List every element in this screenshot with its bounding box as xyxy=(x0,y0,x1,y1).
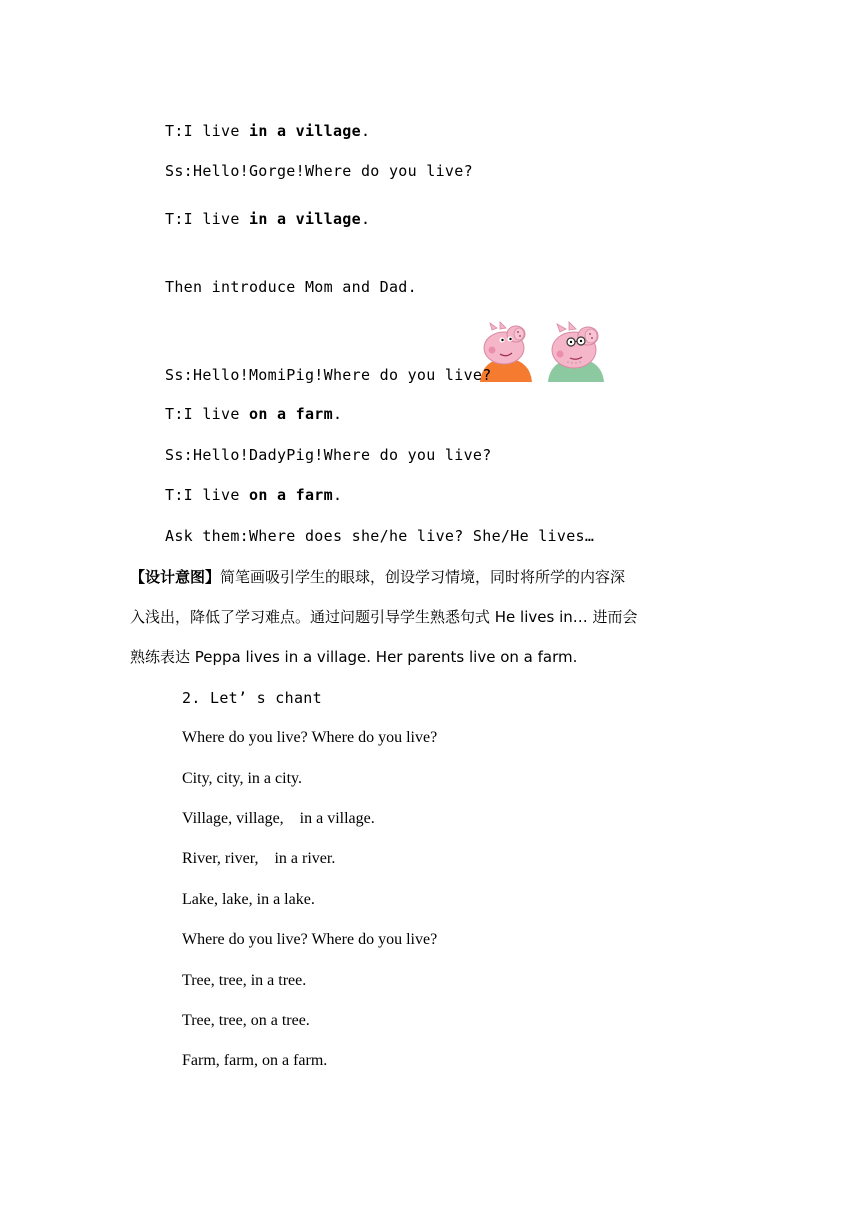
chant-line: Tree, tree, in a tree. xyxy=(182,972,307,989)
dialogue-line-1 xyxy=(165,120,370,142)
chant-line: Where do you live? Where do you live? xyxy=(182,931,438,948)
dialogue-text: . xyxy=(332,405,343,423)
daddy-pig-image xyxy=(546,320,606,382)
dialogue-text: T:I live xyxy=(165,486,249,504)
dialogue-bold-text: in a village xyxy=(248,210,361,228)
chant-line: River, river, in a river. xyxy=(182,850,336,867)
chant-line: Farm, farm, on a farm. xyxy=(182,1052,328,1069)
chant-line: Village, village, in a village. xyxy=(182,810,375,827)
design-intent-text: 简笔画吸引学生的眼球，创设学习情境，同时将所学的内容深 xyxy=(220,568,626,586)
design-intent-line-2: 入浅出，降低了学习难点。通过问题引导学生熟悉句式 He lives in… 进而会 xyxy=(130,608,638,626)
dialogue-line-6 xyxy=(165,403,342,425)
dialogue-line-4: Then introduce Mom and Dad. xyxy=(165,278,417,296)
design-intent-line-3: 熟练表达 Peppa lives in a village. Her parents live on a farm. xyxy=(130,648,578,666)
dialogue-bold-text: in a village xyxy=(248,122,361,140)
chant-line: Where do you live? Where do you live? xyxy=(182,729,438,746)
design-intent-line-1 xyxy=(130,566,625,588)
chant-line: Tree, tree, on a tree. xyxy=(182,1012,310,1029)
chant-heading: 2. Let’ s chant xyxy=(182,689,322,707)
chant-line: Lake, lake, in a lake. xyxy=(182,891,315,908)
dialogue-line-7: Ss:Hello!DadyPig!Where do you live? xyxy=(165,446,492,464)
dialogue-line-5: Ss:Hello!MomiPig!Where do you live? xyxy=(165,366,492,384)
dialogue-bold-text: on a farm xyxy=(248,405,333,423)
design-intent-tag: 【设计意图】 xyxy=(130,568,221,586)
dialogue-bold-text: on a farm xyxy=(248,486,333,504)
dialogue-line-2: Ss:Hello!Gorge!Where do you live? xyxy=(165,162,473,180)
dialogue-text: . xyxy=(360,122,371,140)
dialogue-text: T:I live xyxy=(165,210,249,228)
dialogue-text: T:I live xyxy=(165,122,249,140)
dialogue-text: . xyxy=(332,486,343,504)
dialogue-text: T:I live xyxy=(165,405,249,423)
dialogue-line-9: Ask them:Where does she/he live? She/He lives… xyxy=(165,527,595,545)
chant-line: City, city, in a city. xyxy=(182,770,302,787)
dialogue-line-8 xyxy=(165,484,342,506)
dialogue-text: . xyxy=(360,210,371,228)
dialogue-line-3 xyxy=(165,208,370,230)
